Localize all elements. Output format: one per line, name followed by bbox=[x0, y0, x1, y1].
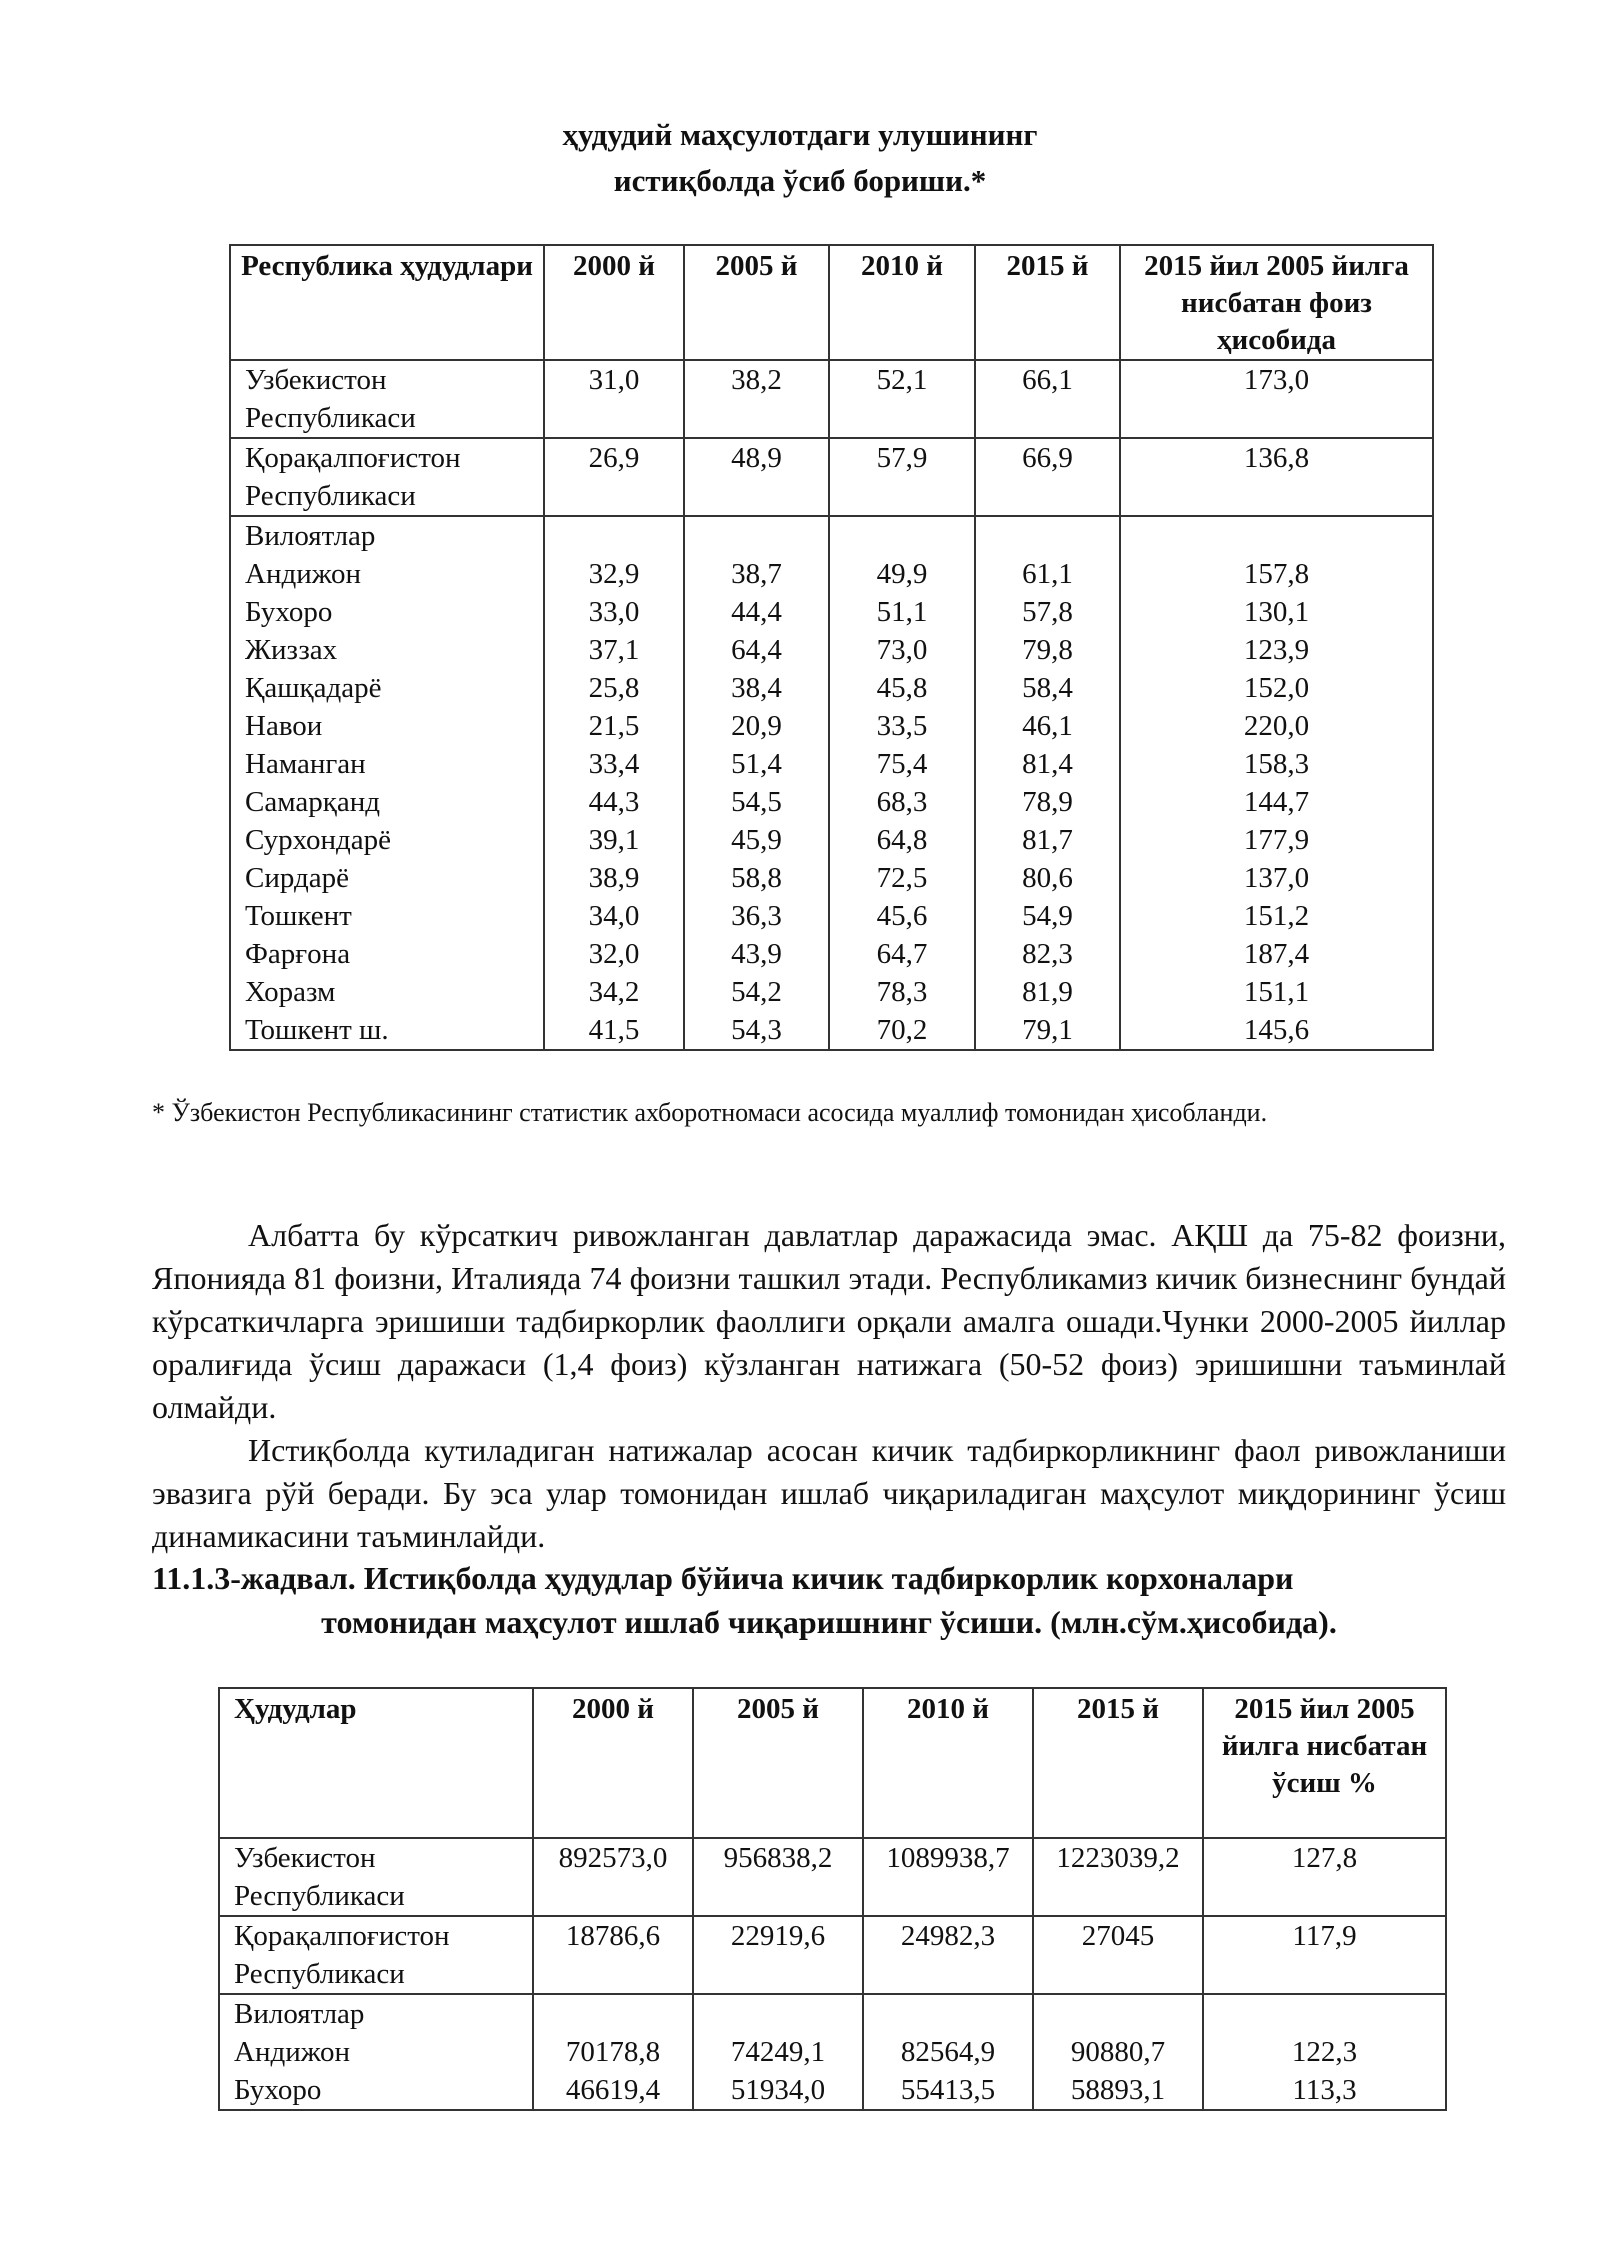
table-row bbox=[230, 821, 1433, 859]
section-heading-line-1: ҳудудий маҳсулотдаги улушининг bbox=[562, 117, 1038, 152]
value-cell: 36,3 bbox=[684, 897, 829, 935]
value-cell: 52,1 bbox=[829, 360, 975, 438]
value-cell: 38,9 bbox=[544, 859, 684, 897]
region-name-cell: Тошкент bbox=[230, 897, 544, 935]
value-cell bbox=[829, 516, 975, 555]
value-cell: 31,0 bbox=[544, 360, 684, 438]
table-row bbox=[230, 707, 1433, 745]
value-cell: 177,9 bbox=[1120, 821, 1433, 859]
value-cell: 54,9 bbox=[975, 897, 1120, 935]
value-cell: 117,9 bbox=[1203, 1916, 1446, 1994]
region-name-cell: Самарқанд bbox=[230, 783, 544, 821]
region-name-cell: Сурхондарё bbox=[230, 821, 544, 859]
value-cell: 66,9 bbox=[975, 438, 1120, 516]
value-cell: 81,4 bbox=[975, 745, 1120, 783]
value-cell: 33,5 bbox=[829, 707, 975, 745]
value-cell: 127,8 bbox=[1203, 1838, 1446, 1916]
value-cell: 74249,1 bbox=[693, 2033, 863, 2071]
region-name-cell: Фарғона bbox=[230, 935, 544, 973]
value-cell: 41,5 bbox=[544, 1011, 684, 1050]
header-cell: 2000 й bbox=[544, 245, 684, 360]
value-cell: 55413,5 bbox=[863, 2071, 1033, 2110]
value-cell: 58,8 bbox=[684, 859, 829, 897]
value-cell: 32,9 bbox=[544, 555, 684, 593]
value-cell: 64,7 bbox=[829, 935, 975, 973]
value-cell bbox=[544, 516, 684, 555]
value-cell: 45,9 bbox=[684, 821, 829, 859]
region-name-cell: Узбекистон Республикаси bbox=[230, 360, 544, 438]
table-row bbox=[219, 1994, 1446, 2033]
value-cell: 61,1 bbox=[975, 555, 1120, 593]
region-name-cell: Қорақалпоғистон Республикаси bbox=[219, 1916, 533, 1994]
table-row bbox=[219, 2033, 1446, 2071]
value-cell: 21,5 bbox=[544, 707, 684, 745]
table-row bbox=[230, 438, 1433, 516]
body-paragraph: Албатта бу кўрсаткич ривожланган давлатлар даражасида эмас. АҚШ да 75-82 фоизни, Японияда 81 фоизни, Италияда 74 фоизни ташкил этади. Республикамиз кичик бизнеснинг бундай кўрсаткичларга эришиши тадбиркорлик фаоллиги орқали амалга ошади.Чунки 2000-2005 йиллар оралиғида ўсиш даражаси (1,4 фоиз) кўзланган натижага (50-52 фоиз) эришишни таъминлай олмайди. bbox=[152, 1217, 1506, 1425]
regional-output-table bbox=[218, 1687, 1447, 2111]
value-cell bbox=[1120, 516, 1433, 555]
value-cell: 24982,3 bbox=[863, 1916, 1033, 1994]
value-cell: 64,4 bbox=[684, 631, 829, 669]
value-cell: 54,5 bbox=[684, 783, 829, 821]
region-name-cell: Андижон bbox=[230, 555, 544, 593]
body-paragraph: Истиқболда кутиладиган натижалар асосан кичик тадбиркорликнинг фаол ривожланиши эвазига рўй беради. Бу эса улар томонидан ишлаб чиқариладиган маҳсулот миқдорининг ўсиш динамикасини таъминлайди. bbox=[152, 1432, 1506, 1554]
region-name-cell: Вилоятлар bbox=[219, 1994, 533, 2033]
value-cell: 82,3 bbox=[975, 935, 1120, 973]
value-cell: 130,1 bbox=[1120, 593, 1433, 631]
header-cell: 2015 й bbox=[1033, 1688, 1203, 1838]
header-cell: 2005 й bbox=[693, 1688, 863, 1838]
value-cell bbox=[693, 1994, 863, 2033]
value-cell: 45,6 bbox=[829, 897, 975, 935]
value-cell: 33,0 bbox=[544, 593, 684, 631]
value-cell: 113,3 bbox=[1203, 2071, 1446, 2110]
region-name-cell: Наманган bbox=[230, 745, 544, 783]
value-cell: 33,4 bbox=[544, 745, 684, 783]
region-name-cell: Жиззах bbox=[230, 631, 544, 669]
value-cell: 75,4 bbox=[829, 745, 975, 783]
value-cell: 64,8 bbox=[829, 821, 975, 859]
region-name-cell: Қашқадарё bbox=[230, 669, 544, 707]
table-row bbox=[219, 2071, 1446, 2110]
region-name-cell: Тошкент ш. bbox=[230, 1011, 544, 1050]
table-row bbox=[230, 555, 1433, 593]
value-cell: 68,3 bbox=[829, 783, 975, 821]
value-cell: 46,1 bbox=[975, 707, 1120, 745]
value-cell: 51,4 bbox=[684, 745, 829, 783]
table-row bbox=[230, 593, 1433, 631]
value-cell: 1223039,2 bbox=[1033, 1838, 1203, 1916]
value-cell: 44,4 bbox=[684, 593, 829, 631]
table-row bbox=[230, 859, 1433, 897]
value-cell: 145,6 bbox=[1120, 1011, 1433, 1050]
value-cell: 956838,2 bbox=[693, 1838, 863, 1916]
value-cell bbox=[1033, 1994, 1203, 2033]
table-row bbox=[230, 783, 1433, 821]
value-cell: 122,3 bbox=[1203, 2033, 1446, 2071]
value-cell: 151,1 bbox=[1120, 973, 1433, 1011]
value-cell: 32,0 bbox=[544, 935, 684, 973]
value-cell: 48,9 bbox=[684, 438, 829, 516]
value-cell: 51934,0 bbox=[693, 2071, 863, 2110]
value-cell: 173,0 bbox=[1120, 360, 1433, 438]
value-cell: 90880,7 bbox=[1033, 2033, 1203, 2071]
value-cell: 1089938,7 bbox=[863, 1838, 1033, 1916]
value-cell: 57,9 bbox=[829, 438, 975, 516]
value-cell bbox=[863, 1994, 1033, 2033]
region-name-cell: Бухоро bbox=[230, 593, 544, 631]
value-cell: 46619,4 bbox=[533, 2071, 693, 2110]
table-row bbox=[230, 516, 1433, 555]
value-cell: 70,2 bbox=[829, 1011, 975, 1050]
table-caption-line-1: 11.1.3-жадвал. Истиқболда ҳудудлар бўйича кичик тадбиркорлик корхоналари bbox=[152, 1560, 1294, 1596]
value-cell: 136,8 bbox=[1120, 438, 1433, 516]
header-cell: Республика ҳудудлари bbox=[230, 245, 544, 360]
table-footnote: * Ўзбекистон Республикасининг статистик ахборотномаси асосида муаллиф томонидан ҳисобланди. bbox=[152, 1098, 1268, 1127]
value-cell: 70178,8 bbox=[533, 2033, 693, 2071]
table-row bbox=[230, 669, 1433, 707]
value-cell: 72,5 bbox=[829, 859, 975, 897]
value-cell: 79,8 bbox=[975, 631, 1120, 669]
table-caption-line-2: томонидан маҳсулот ишлаб чиқаришнинг ўсиши. (млн.сўм.ҳисобида). bbox=[321, 1604, 1337, 1640]
header-cell: Ҳудудлар bbox=[219, 1688, 533, 1838]
value-cell: 892573,0 bbox=[533, 1838, 693, 1916]
value-cell: 58893,1 bbox=[1033, 2071, 1203, 2110]
value-cell: 54,3 bbox=[684, 1011, 829, 1050]
value-cell: 158,3 bbox=[1120, 745, 1433, 783]
value-cell: 144,7 bbox=[1120, 783, 1433, 821]
table-row bbox=[230, 360, 1433, 438]
value-cell: 34,0 bbox=[544, 897, 684, 935]
table-caption bbox=[152, 1556, 1506, 1644]
value-cell: 38,4 bbox=[684, 669, 829, 707]
value-cell: 78,9 bbox=[975, 783, 1120, 821]
value-cell: 38,7 bbox=[684, 555, 829, 593]
section-heading-line-2: истиқболда ўсиб бориши.* bbox=[613, 163, 987, 198]
value-cell: 57,8 bbox=[975, 593, 1120, 631]
value-cell: 22919,6 bbox=[693, 1916, 863, 1994]
table-header-row bbox=[219, 1688, 1446, 1838]
value-cell: 151,2 bbox=[1120, 897, 1433, 935]
value-cell: 44,3 bbox=[544, 783, 684, 821]
value-cell: 73,0 bbox=[829, 631, 975, 669]
value-cell: 45,8 bbox=[829, 669, 975, 707]
value-cell: 25,8 bbox=[544, 669, 684, 707]
value-cell: 220,0 bbox=[1120, 707, 1433, 745]
table-header-row bbox=[230, 245, 1433, 360]
value-cell bbox=[975, 516, 1120, 555]
value-cell: 78,3 bbox=[829, 973, 975, 1011]
value-cell: 49,9 bbox=[829, 555, 975, 593]
table-row bbox=[230, 973, 1433, 1011]
region-name-cell: Вилоятлар bbox=[230, 516, 544, 555]
value-cell: 26,9 bbox=[544, 438, 684, 516]
header-cell: 2000 й bbox=[533, 1688, 693, 1838]
value-cell: 81,9 bbox=[975, 973, 1120, 1011]
region-name-cell: Андижон bbox=[219, 2033, 533, 2071]
region-name-cell: Бухоро bbox=[219, 2071, 533, 2110]
value-cell: 79,1 bbox=[975, 1011, 1120, 1050]
value-cell: 54,2 bbox=[684, 973, 829, 1011]
value-cell bbox=[533, 1994, 693, 2033]
value-cell: 18786,6 bbox=[533, 1916, 693, 1994]
region-name-cell: Сирдарё bbox=[230, 859, 544, 897]
value-cell: 38,2 bbox=[684, 360, 829, 438]
header-cell: 2010 й bbox=[863, 1688, 1033, 1838]
value-cell: 66,1 bbox=[975, 360, 1120, 438]
value-cell: 37,1 bbox=[544, 631, 684, 669]
region-name-cell: Навои bbox=[230, 707, 544, 745]
value-cell: 123,9 bbox=[1120, 631, 1433, 669]
header-cell: 2015 й bbox=[975, 245, 1120, 360]
header-cell: 2005 й bbox=[684, 245, 829, 360]
table-row bbox=[230, 631, 1433, 669]
value-cell: 34,2 bbox=[544, 973, 684, 1011]
value-cell: 187,4 bbox=[1120, 935, 1433, 973]
region-name-cell: Қорақалпоғистон Республикаси bbox=[230, 438, 544, 516]
table-row bbox=[230, 935, 1433, 973]
value-cell bbox=[684, 516, 829, 555]
region-name-cell: Хоразм bbox=[230, 973, 544, 1011]
header-cell: 2015 йил 2005 йилга нисбатан ўсиш % bbox=[1203, 1688, 1446, 1838]
region-name-cell: Узбекистон Республикаси bbox=[219, 1838, 533, 1916]
header-cell: 2010 й bbox=[829, 245, 975, 360]
value-cell: 39,1 bbox=[544, 821, 684, 859]
value-cell: 27045 bbox=[1033, 1916, 1203, 1994]
value-cell: 137,0 bbox=[1120, 859, 1433, 897]
table-row bbox=[219, 1838, 1446, 1916]
value-cell: 157,8 bbox=[1120, 555, 1433, 593]
value-cell: 20,9 bbox=[684, 707, 829, 745]
value-cell: 152,0 bbox=[1120, 669, 1433, 707]
value-cell: 81,7 bbox=[975, 821, 1120, 859]
value-cell: 82564,9 bbox=[863, 2033, 1033, 2071]
value-cell: 58,4 bbox=[975, 669, 1120, 707]
table-row bbox=[230, 745, 1433, 783]
value-cell bbox=[1203, 1994, 1446, 2033]
table-row bbox=[230, 897, 1433, 935]
value-cell: 51,1 bbox=[829, 593, 975, 631]
header-cell: 2015 йил 2005 йилга нисбатан фоиз ҳисобида bbox=[1120, 245, 1433, 360]
value-cell: 43,9 bbox=[684, 935, 829, 973]
table-row bbox=[230, 1011, 1433, 1050]
table-row bbox=[219, 1916, 1446, 1994]
regional-share-table bbox=[229, 244, 1434, 1051]
value-cell: 80,6 bbox=[975, 859, 1120, 897]
